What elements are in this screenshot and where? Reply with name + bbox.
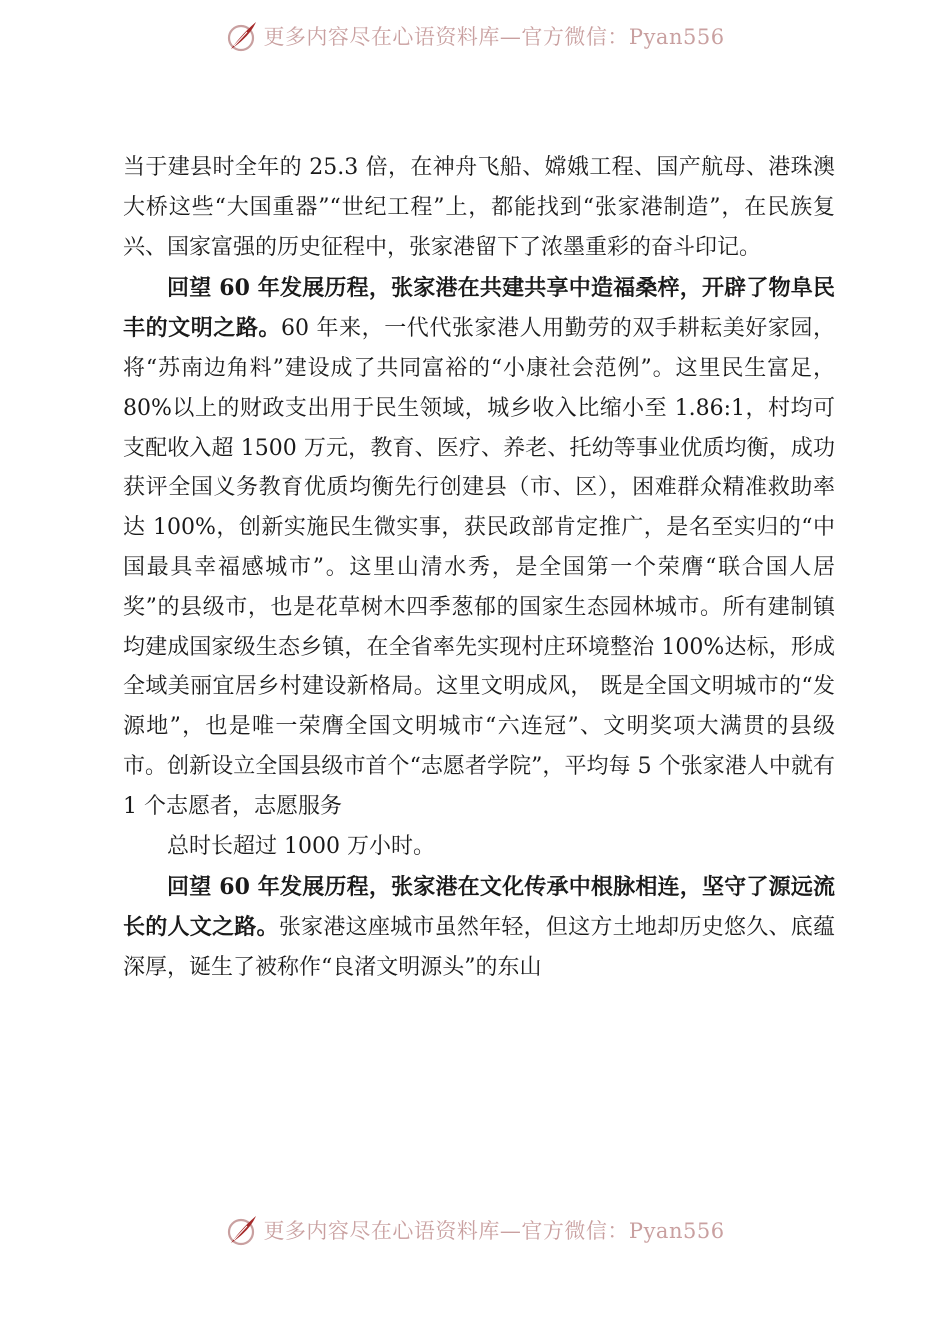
header-watermark: [0, 16, 950, 56]
quill-pen-icon: [225, 1213, 259, 1247]
paragraph-2: [123, 269, 835, 866]
paragraph-3: [123, 868, 835, 987]
paragraph-2-tail: 总时长超过 1000 万小时。: [167, 833, 435, 859]
paragraph-2-lead: 回望 60 年发展历程，张家港在共建共享中造福桑梓，开辟了物阜民丰的文明之路。: [123, 275, 835, 342]
watermark-text: 更多内容尽在心语资料库—官方微信：Pyan556: [263, 1219, 725, 1243]
paragraph-1: 当于建县时全年的 25.3 倍，在神舟飞船、嫦娥工程、国产航母、港珠澳大桥这些“大国重器”“世纪工程”上，都能找到“张家港制造”，在民族复兴、国家富强的历史征程中，张家港留下了浓墨重彩的奋斗印记。: [123, 155, 835, 260]
paragraph-3-body: 张家港这座城市虽然年轻，但这方土地却历史悠久、底蕴深厚，诞生了被称作“良渚文明源头”的东山: [123, 915, 835, 980]
quill-pen-icon: [225, 19, 259, 53]
watermark-text: 更多内容尽在心语资料库—官方微信：Pyan556: [263, 25, 725, 49]
paragraph-3-lead: 回望 60 年发展历程，张家港在文化传承中根脉相连，坚守了源远流长的人文之路。: [123, 874, 835, 941]
footer-watermark: [0, 1210, 950, 1250]
document-body: [123, 148, 835, 988]
paragraph-2-body: 60 年来，一代代张家港人用勤劳的双手耕耘美好家园，将“苏南边角料”建设成了共同富裕的“小康社会范例”。这里民生富足，80%以上的财政支出用于民生领域，城乡收入比缩小至 1.86:1，村均可支配收入超 1500 万元，教育、医疗、养老、托幼等事业优质均衡，成功获评全国义务教育优质均衡先行创建县（市、区），困难群众精准救助率达 100%，创新实施民生微实事，获民政部肯定推广，是名至实归的“中国最具幸福感城市”。这里山清水秀，是全国第一个荣膺“联合国人居奖”的县级市，也是花草树木四季葱郁的国家生态园林城市。所有建制镇均建成国家级生态乡镇，在全省率先实现村庄环境整治 100%达标，形成全域美丽宜居乡村建设新格局。这里文明成风， 既是全国文明城市的“发源地”，也是唯一荣膺全国文明城市“六连冠”、文明奖项大满贯的县级市。创新设立全国县级市首个“志愿者学院”，平均每 5 个张家港人中就有 1 个志愿者，志愿服务: [123, 316, 835, 819]
